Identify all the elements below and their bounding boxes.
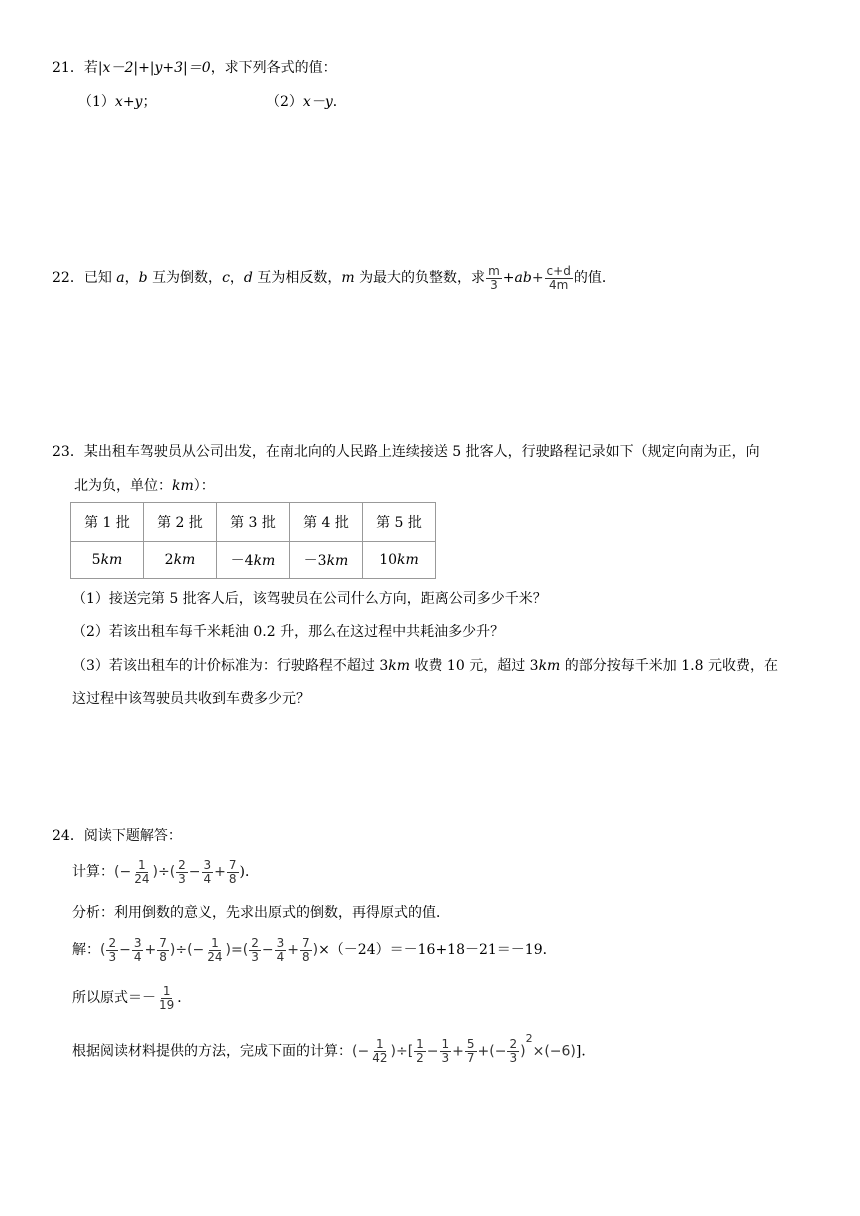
fraction-1-24: $\frac{1}{24}$ — [134, 857, 150, 886]
q21-part2: （2）x－y． — [266, 94, 347, 110]
fraction-1-19: $\frac{1}{19}$ — [159, 983, 175, 1012]
q24-calc: 计算：(− $\frac{1}{24}$ )÷( $\frac{2}{3}$ − $\frac{3}{4}$ + $\frac{7}{8}$ )． — [72, 857, 260, 886]
q23-stem-line2: 北为负，单位：km）： — [74, 478, 215, 494]
fraction-2-3: $\frac{2}{3}$ — [178, 857, 186, 886]
fraction-1-2: $\frac{1}{2}$ — [416, 1037, 424, 1066]
table-cell: 10km — [363, 542, 436, 579]
table-cell: －4km — [217, 542, 290, 579]
q24-solution: 解：( $\frac{2}{3}$ − $\frac{3}{4}$ + $\frac{7}{8}$ )÷(− $\frac{1}{24}$ )=( $\frac{2}{3}$ − $\frac{3}{4}$ + $\frac{7}{8}$ )×（－24）＝－16+18－21＝－19． — [72, 935, 557, 964]
q23-sub3: （3）若该出租车的计价标准为：行驶路程不超过 3km 收费 10 元，超过 3km 的部分按每千米加 1.8 元收费，在 — [72, 658, 778, 674]
fraction-1-42: $\frac{1}{42}$ — [372, 1037, 388, 1066]
table-cell: 2km — [144, 542, 217, 579]
q22-number: 22． — [52, 270, 84, 286]
table-header-row — [71, 503, 436, 542]
q21-lead: 若 — [83, 60, 98, 76]
table-row — [71, 542, 436, 579]
fraction-5-7: $\frac{5}{7}$ — [466, 1037, 475, 1066]
table-cell: 5km — [71, 542, 144, 579]
trip-record-table — [70, 502, 436, 579]
q23-stem-line1: 23．某出租车驾驶员从公司出发，在南北向的人民路上连续接送 5 批客人，行驶路程记录如下（规定向南为正，向 — [52, 444, 760, 460]
q24-result: 所以原式＝－ $\frac{1}{19}$ ． — [72, 983, 192, 1012]
fraction-2-3: $\frac{2}{3}$ — [509, 1037, 518, 1066]
q23-sub2: （2）若该出租车每千米耗油 0.2 升，那么在这过程中共耗油多少升？ — [72, 624, 505, 640]
fraction-7-8: $\frac{7}{8}$ — [228, 857, 237, 886]
q21-part2-expr: x－y — [302, 94, 333, 110]
q24-task: 根据阅读材料提供的方法，完成下面的计算：(− $\frac{1}{42}$ )÷[ $\frac{1}{2}$ − $\frac{1}{3}$ + $\frac{5}{7}$ +(− $\frac{2}{3}$ )$^2$×(−6)]． — [72, 1032, 596, 1066]
q21-tail: ，求下列各式的值： — [210, 60, 337, 76]
table-header-cell: 第 2 批 — [144, 503, 217, 542]
table-header-cell: 第 1 批 — [71, 503, 144, 542]
table-header-cell: 第 5 批 — [363, 503, 436, 542]
q23-sub1: （1）接送完第 5 批客人后，该驾驶员在公司什么方向，距离公司多少千米？ — [72, 591, 547, 607]
q21-part1: （1）x+y； — [78, 94, 157, 110]
q21-stem — [52, 58, 337, 78]
q23-sub3-cont: 这过程中该驾驶员共收到车费多少元？ — [72, 691, 310, 707]
q22-fraction-m-over-3: $\frac{m}{3}$ — [488, 263, 500, 292]
q21-part1-expr: x+y — [114, 94, 143, 110]
q24-number: 24． — [52, 828, 84, 844]
fraction-1-3: $\frac{1}{3}$ — [441, 1037, 450, 1066]
q22-fraction-cd-over-4m: $\frac{c+d}{4m}$ — [546, 263, 571, 292]
q21-number: 21． — [52, 60, 84, 76]
table-header-cell: 第 3 批 — [217, 503, 290, 542]
q21-expression: |x－2|+|y+3|＝0 — [97, 60, 211, 76]
fraction-3-4: $\frac{3}{4}$ — [203, 857, 212, 886]
table-header-cell: 第 4 批 — [290, 503, 363, 542]
q24-title: 24．阅读下题解答： — [52, 828, 182, 844]
exponent: 2 — [525, 1032, 533, 1045]
table-cell: －3km — [290, 542, 363, 579]
q24-analysis: 分析：利用倒数的意义，先求出原式的倒数，再得原式的值． — [72, 905, 450, 921]
q22-stem: 22．已知 a，b 互为倒数，c，d 互为相反数，m 为最大的负整数，求 $\frac{m}{3}$ +ab+ $\frac{c+d}{4m}$ 的值． — [52, 263, 616, 292]
q23-number: 23． — [52, 444, 84, 460]
